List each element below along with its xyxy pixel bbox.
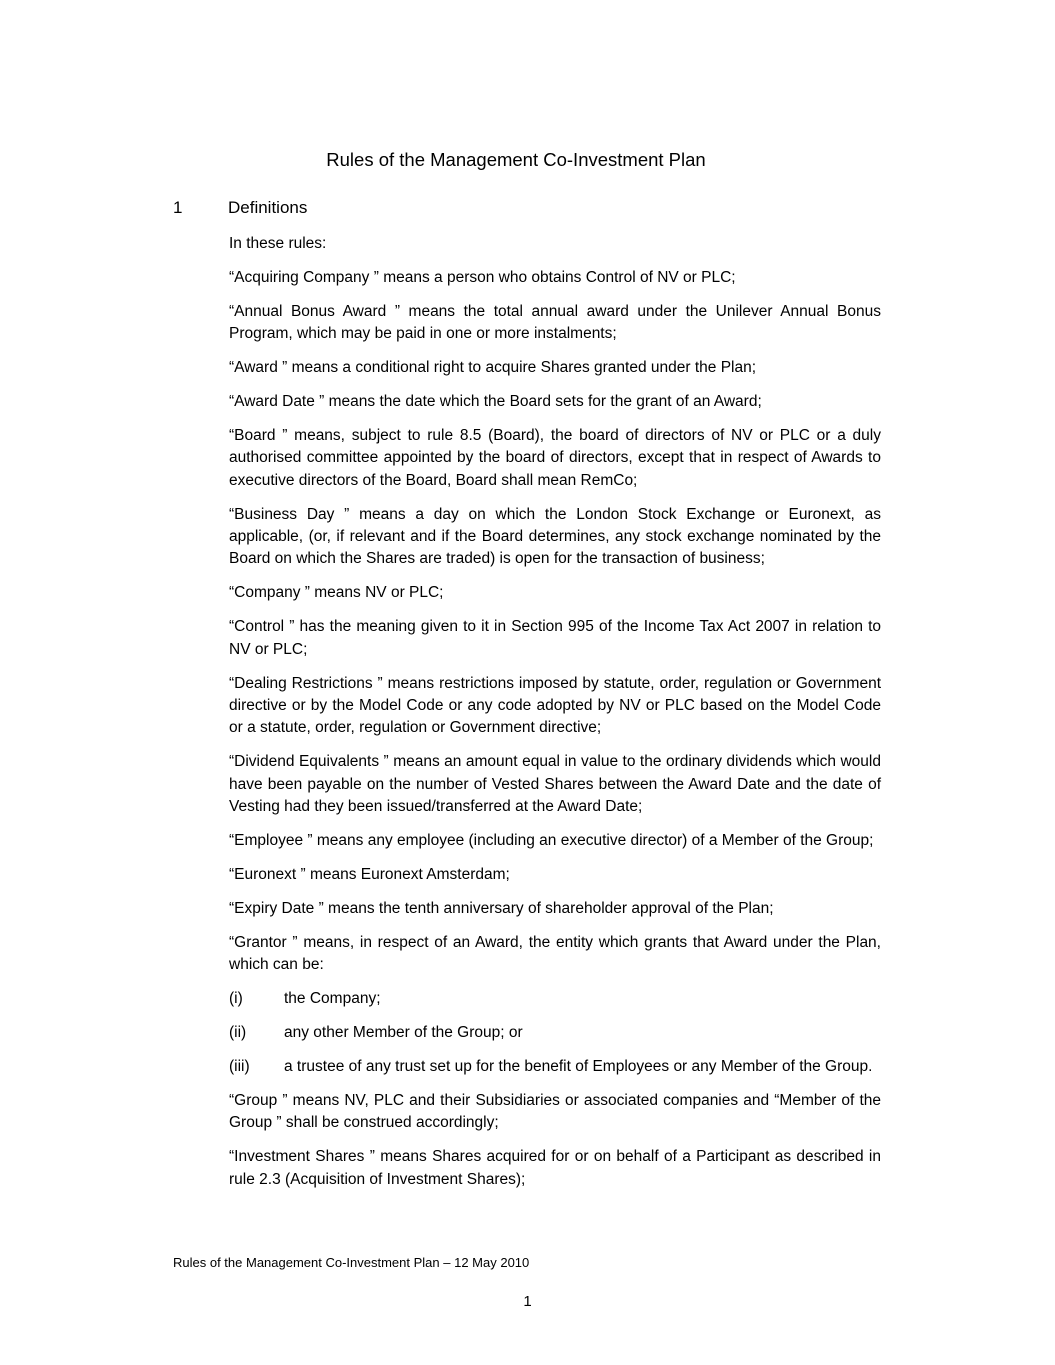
definition-text: means restrictions imposed by statute, order, regulation or Government directive or by the Model Code or any code adopted by NV or PLC based on the Model Code or a statute, order, regulation or Government directive; xyxy=(229,674,882,737)
definition-term: “Expiry Date ” xyxy=(229,899,324,917)
definition-term: “Business Day ” xyxy=(229,505,350,523)
definition-board xyxy=(229,425,881,492)
definition-term: “Employee ” xyxy=(229,832,313,850)
definition-text: means NV or PLC; xyxy=(309,584,444,602)
definition-text: means any employee (including an executive director) of a Member of the Group; xyxy=(312,832,874,850)
definition-grantor xyxy=(229,932,881,977)
definition-dealing-restrictions xyxy=(229,673,881,740)
definition-term: “Group ” xyxy=(229,1091,288,1109)
definition-text: means, in respect of an Award, the entity which grants that Award under the Plan, which can be: xyxy=(229,933,881,974)
list-item-text: any other Member of the Group; or xyxy=(284,1023,523,1041)
list-marker: (i) xyxy=(229,990,243,1008)
definitions-body xyxy=(229,233,881,1202)
definition-control xyxy=(229,616,881,661)
definition-term: “Euronext ” xyxy=(229,865,306,883)
section-number: 1 xyxy=(173,198,183,217)
definition-term: “Dividend Equivalents ” xyxy=(229,753,389,771)
definition-text: means NV, PLC and their Subsidiaries or associated companies and “Member of the Group ” shall be construed accordingly; xyxy=(229,1091,882,1132)
definition-text: means Euronext Amsterdam; xyxy=(305,865,510,883)
page-number: 1 xyxy=(523,1293,532,1310)
list-marker: (ii) xyxy=(229,1023,247,1041)
definition-text: means an amount equal in value to the ordinary dividends which would have been payable on the number of Vested Shares between the Award Date and the date of Vesting had they been issued/transferred at the Award Date; xyxy=(229,753,881,816)
definition-acquiring-company xyxy=(229,267,881,289)
definition-dividend-equivalents xyxy=(229,751,881,818)
grantor-list-item xyxy=(229,1022,881,1044)
list-item-text: a trustee of any trust set up for the benefit of Employees or any Member of the Group. xyxy=(284,1057,873,1075)
definition-text: means, subject to rule 8.5 (Board), the board of directors of NV or PLC or a duly authorised committee appointed by the board of directors, except that in respect of Awards to executive directors of the Board, Board shall mean RemCo; xyxy=(229,426,881,489)
definition-text: means the date which the Board sets for the grant of an Award; xyxy=(324,393,762,411)
definition-group xyxy=(229,1090,881,1135)
definition-euronext xyxy=(229,864,881,886)
page-footer: Rules of the Management Co-Investment Plan – 12 May 2010 xyxy=(173,1255,530,1270)
grantor-list-item xyxy=(229,1056,881,1078)
definition-term: “Board ” xyxy=(229,426,288,444)
definition-term: “Annual Bonus Award ” xyxy=(229,302,400,320)
definition-term: “Control ” xyxy=(229,618,295,636)
definition-text: means the total annual award under the Unilever Annual Bonus Program, which may be paid in one or more instalments; xyxy=(229,302,881,343)
grantor-list-item xyxy=(229,988,881,1010)
definition-text: means the tenth anniversary of shareholder approval of the Plan; xyxy=(323,899,774,917)
intro-text: In these rules: xyxy=(229,235,327,252)
list-marker: (iii) xyxy=(229,1057,250,1075)
definition-term: “Award Date ” xyxy=(229,393,325,411)
list-item-text: the Company; xyxy=(284,990,381,1008)
definition-text: means a conditional right to acquire Shares granted under the Plan; xyxy=(287,359,757,377)
definition-term: “Company ” xyxy=(229,584,310,602)
definition-employee xyxy=(229,830,881,852)
definition-text: means Shares acquired for or on behalf of a Participant as described in rule 2.3 (Acquisition of Investment Shares); xyxy=(229,1148,881,1188)
definition-term: “Dealing Restrictions ” xyxy=(229,674,383,692)
definition-text: means a person who obtains Control of NV or PLC; xyxy=(378,268,736,286)
definition-term: “Award ” xyxy=(229,359,288,377)
document-title: Rules of the Management Co-Investment Plan xyxy=(326,149,706,170)
definition-award xyxy=(229,357,881,379)
definition-award-date xyxy=(229,391,881,413)
definition-annual-bonus-award xyxy=(229,301,881,346)
definition-text: means a day on which the London Stock Exchange or Euronext, as applicable, (or, if relevant and if the Board determines, any stock exchange nominated by the Board on which the Shares are traded) is open for the transaction of business; xyxy=(229,505,881,568)
definition-text: has the meaning given to it in Section 995 of the Income Tax Act 2007 in relation to NV or PLC; xyxy=(229,618,881,658)
definition-term: “Grantor ” xyxy=(229,933,298,951)
definition-investment-shares xyxy=(229,1146,881,1191)
definition-term: “Investment Shares ” xyxy=(229,1148,375,1166)
section-heading xyxy=(173,197,307,219)
definition-expiry-date xyxy=(229,898,881,920)
definition-term: “Acquiring Company ” xyxy=(229,268,379,286)
section-title: Definitions xyxy=(228,198,308,217)
definition-business-day xyxy=(229,504,881,571)
definition-company xyxy=(229,582,881,604)
